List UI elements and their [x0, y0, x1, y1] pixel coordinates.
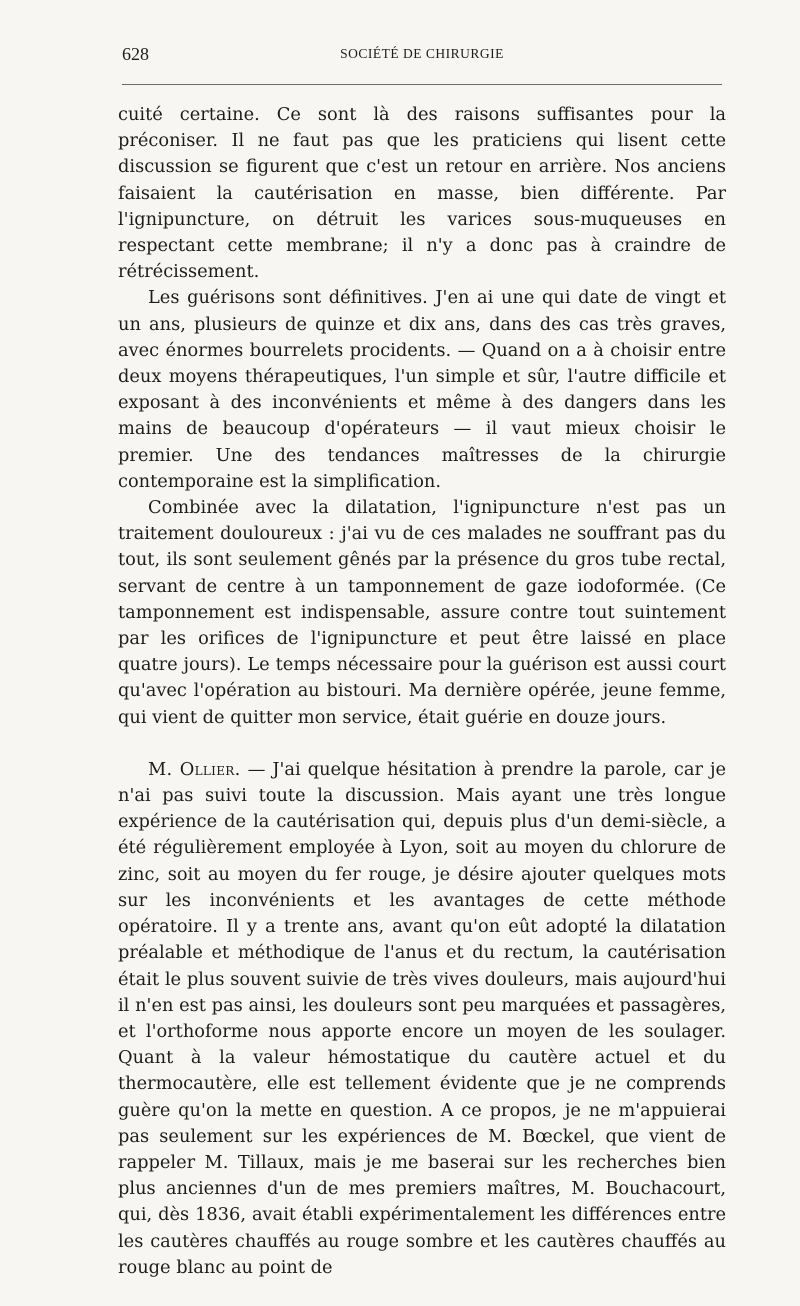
- paragraph-gap: [118, 731, 726, 757]
- body-text: [118, 102, 726, 1281]
- paragraph-1: cuité certaine. Ce sont là des raisons suffisantes pour la préconiser. Il ne faut pas que les praticiens qui lisent cette discussion se figurent que c'est un retour en arrière. Nos anciens faisaient la cautérisation en masse, bien différente. Par l'ignipuncture, on détruit les varices sous-muqueuses en respectant cette membrane; il n'y a donc pas à craindre de rétrécissement.: [118, 104, 726, 283]
- page-number: 628: [122, 44, 149, 64]
- header-rule: [122, 84, 722, 85]
- paragraph-2: Les guérisons sont définitives. J'en ai une qui date de vingt et un ans, plusieurs de quinze et dix ans, dans des cas très graves, avec énormes bourrelets procidents. — Quand on a à choisir entre deux moyens thérapeutiques, l'un simple et sûr, l'autre difficile et exposant à des inconvénients et même à des dangers dans les mains de beaucoup d'opérateurs — il vaut mieux choisir le premier. Une des tendances maîtresses de la chirurgie contemporaine est la simplification.: [118, 287, 726, 492]
- paragraph-4: [118, 757, 726, 1281]
- running-title: SOCIÉTÉ DE CHIRURGIE: [340, 46, 504, 61]
- paragraph-3: Combinée avec la dilatation, l'ignipuncture n'est pas un traitement douloureux : j'ai vu de ces malades ne souffrant pas du tout, ils sont seulement gênés par la présence du gros tube rectal, servant de centre à un tamponnement de gaze iodoformée. (Ce tamponnement est indispensable, assure contre tout suintement par les orifices de l'ignipuncture et peut être laissé en place quatre jours). Le temps nécessaire pour la guérison est aussi court qu'avec l'opération au bistouri. Ma dernière opérée, jeune femme, qui vient de quitter mon service, était guérie en douze jours.: [118, 497, 726, 728]
- speaker-name: M. Ollier.: [148, 758, 241, 780]
- paragraph-4-text: — J'ai quelque hésitation à prendre la parole, car je n'ai pas suivi toute la discussion. Mais ayant une très longue expérience de la cautérisation qui, depuis plus d'un demi-siècle, a été régulièrement employée à Lyon, soit au moyen du chlorure de zinc, soit au moyen du fer rouge, je désire ajouter quelques mots sur les inconvénients et les avantages de cette méthode opératoire. Il y a trente ans, avant qu'on eût adopté la dilatation préalable et méthodique de l'anus et du rectum, la cautérisation était le plus souvent suivie de très vives douleurs, mais aujourd'hui il n'en est pas ainsi, les douleurs sont peu marquées et passagères, et l'orthoforme nous apporte encore un moyen de les soulager. Quant à la valeur hémostatique du cautère actuel et du thermocautère, elle est tellement évidente que je ne comprends guère qu'on la mette en question. A ce propos, je ne m'appuierai pas seulement sur les expériences de M. Bœckel, que vient de rappeler M. Tillaux, mais je me baserai sur les recherches bien plus anciennes d'un de mes premiers maîtres, M. Bouchacourt, qui, dès 1836, avait établi expérimentalement les différences entre les cautères chauffés au rouge sombre et les cautères chauffés au rouge blanc au point de: [118, 758, 726, 1278]
- page-header: [122, 44, 722, 72]
